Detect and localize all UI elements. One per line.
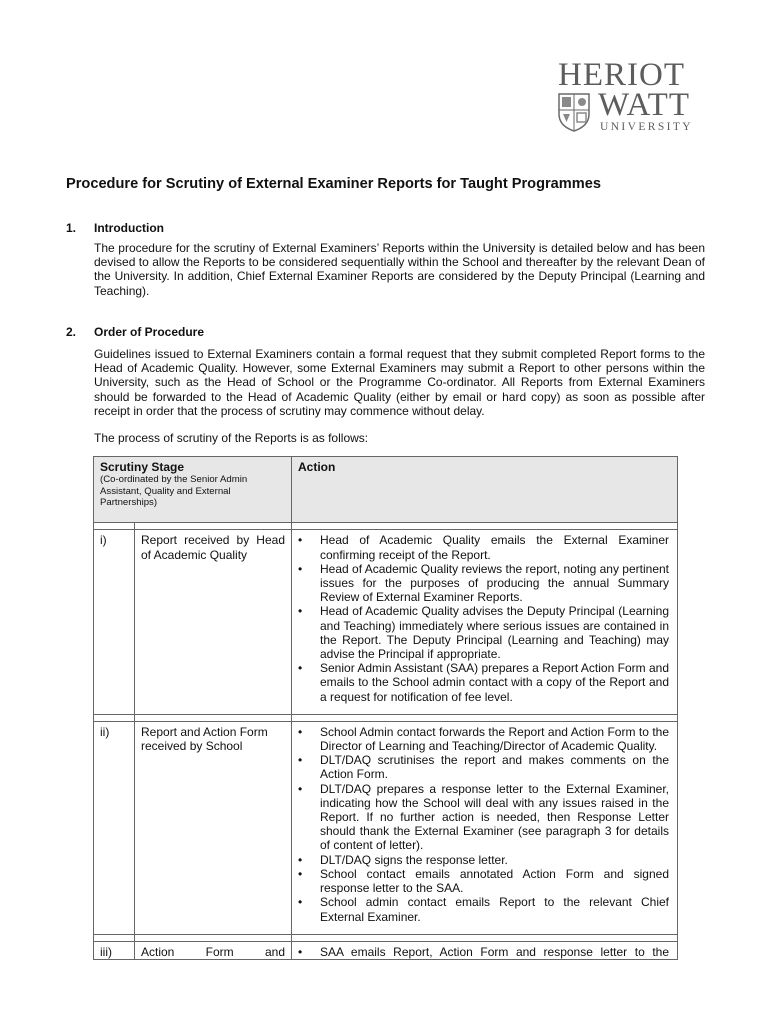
action-item: • DLT/DAQ signs the response letter.: [296, 853, 669, 867]
header-stage: Scrutiny Stage: [100, 460, 185, 474]
logo-heriot: HERIOT: [558, 57, 685, 93]
action-item: • School admin contact emails Report to the relevant Chief External Examiner.: [296, 895, 669, 923]
section-paragraph: The process of scrutiny of the Reports is as follows:: [94, 431, 369, 445]
action-item: • Senior Admin Assistant (SAA) prepares a Report Action Form and emails to the School admin contact with a copy of the Report and a request for notification of fee level.: [296, 661, 669, 704]
row-stage: Action Form and: [135, 941, 292, 959]
logo-watt: WATT: [598, 87, 690, 123]
action-item: • Head of Academic Quality reviews the report, noting any pertinent issues for the purposes of producing the annual Summary Review of External Examiner Reports.: [296, 562, 669, 605]
row-number: iii): [94, 941, 135, 959]
action-item: • Head of Academic Quality emails the External Examiner confirming receipt of the Report.: [296, 533, 669, 561]
action-item: • Head of Academic Quality advises the Deputy Principal (Learning and Teaching) immediately where serious issues are contained in the Report. The Deputy Principal (Learning and Teaching) may advise the Principal if appropriate.: [296, 604, 669, 661]
university-logo: [552, 58, 707, 136]
scrutiny-table: [93, 456, 678, 960]
header-action: Action: [298, 460, 336, 474]
row-stage: Report received by Head of Academic Quality: [135, 530, 292, 714]
document-title: Procedure for Scrutiny of External Examiner Reports for Taught Programmes: [66, 176, 601, 192]
section-number: 1.: [66, 221, 77, 235]
table-row: [94, 530, 678, 714]
section-paragraph: The procedure for the scrutiny of External Examiners’ Reports within the University is detailed below and has been devised to allow the Reports to be considered sequentially within the School and thereafter by the relevant Dean of the University. In addition, Chief External Examiner Reports are considered by the Deputy Principal (Learning and Teaching).: [94, 241, 705, 298]
row-stage: Report and Action Form received by School: [135, 721, 292, 934]
row-number: ii): [94, 721, 135, 934]
action-item: • School contact emails annotated Action Form and signed response letter to the SAA.: [296, 867, 669, 895]
row-actions: [292, 530, 678, 714]
action-item: • DLT/DAQ scrutinises the report and makes comments on the Action Form.: [296, 753, 669, 781]
section-number: 2.: [66, 325, 77, 339]
action-item: • SAA emails Report, Action Form and response letter to the: [296, 945, 669, 959]
action-item: • DLT/DAQ prepares a response letter to the External Examiner, indicating how the School will deal with any issues raised in the Report. If no further action is needed, then Response Letter should thank the External Examiner (see paragraph 3 for details of content of letter).: [296, 782, 669, 853]
table-header-row: [94, 457, 678, 523]
table-row: [94, 721, 678, 934]
section-paragraph: Guidelines issued to External Examiners contain a formal request that they submit completed Report forms to the Head of Academic Quality. However, some External Examiners may submit a Report to other persons within the University, such as the Head of School or the Programme Co-ordinator. All Reports from External Examiners should be forwarded to the Head of Academic Quality (either by email or hard copy) as soon as possible after receipt in order that the process of scrutiny may commence without delay.: [94, 347, 705, 418]
action-item: • School Admin contact forwards the Report and Action Form to the Director of Learning and Teaching/Director of Academic Quality.: [296, 725, 669, 753]
header-stage-note: (Co-ordinated by the Senior Admin Assistant, Quality and External Partnerships): [100, 474, 248, 509]
row-actions: [292, 941, 678, 959]
header-stage-cell: [94, 457, 292, 523]
logo-university: UNIVERSITY: [600, 121, 693, 133]
header-action-cell: [292, 457, 678, 523]
row-number: i): [94, 530, 135, 714]
section-heading: Introduction: [94, 221, 164, 235]
table-row: [94, 941, 678, 959]
section-heading: Order of Procedure: [94, 325, 205, 339]
row-actions: [292, 721, 678, 934]
crest-icon: [557, 92, 591, 132]
